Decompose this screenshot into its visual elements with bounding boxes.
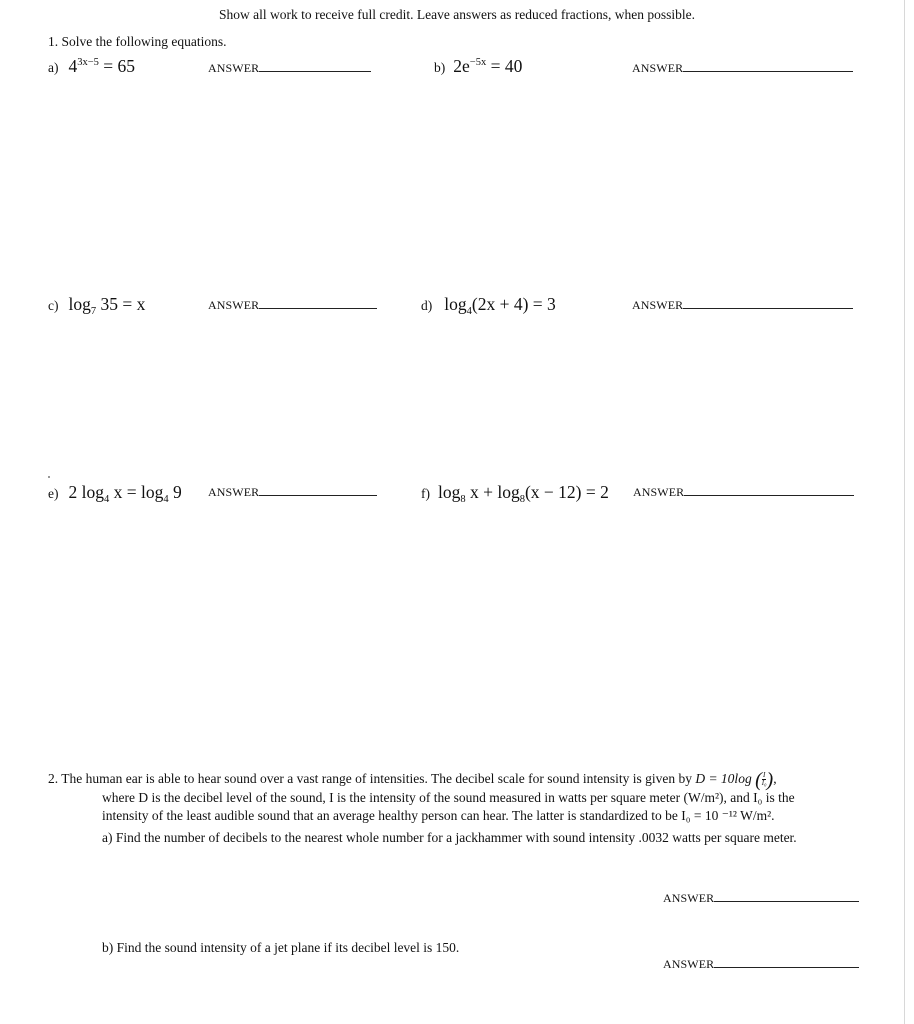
problem-a	[48, 56, 135, 77]
answer-f-line[interactable]	[684, 485, 854, 496]
question-2-line-3: intensity of the least audible sound that an average healthy person can hear. The latter is standardized to be I₀ = 10 ⁻¹² W/m².	[102, 808, 775, 823]
problem-f-label: f)	[421, 486, 430, 501]
problem-f	[421, 482, 609, 505]
answer-e-label: ANSWER	[208, 485, 260, 499]
answer-2b-label: ANSWER	[663, 957, 715, 971]
answer-d-label: ANSWER	[632, 298, 684, 312]
answer-2a-label: ANSWER	[663, 891, 715, 905]
question-2-part-a: a) Find the number of decibels to the nearest whole number for a jackhammer with sound intensity .0032 watts per square meter.	[102, 830, 797, 845]
answer-2b[interactable]	[663, 957, 859, 972]
problem-b-equation: $2e^{-5x} = 40$	[453, 56, 523, 76]
answer-a[interactable]	[208, 61, 371, 76]
answer-d[interactable]	[632, 298, 853, 313]
answer-c[interactable]	[208, 298, 377, 313]
problem-a-equation: $4^{3x-5} = 65$	[68, 56, 136, 76]
question-2-line-2: where D is the decibel level of the sound, I is the intensity of the sound measured in watts per square meter (W/m²), and I₀ is the	[102, 790, 795, 805]
problem-c	[48, 294, 145, 317]
problem-c-label: c)	[48, 298, 59, 313]
answer-e-line[interactable]	[259, 485, 377, 496]
answer-b-label: ANSWER	[632, 61, 684, 75]
answer-f[interactable]	[633, 485, 854, 500]
problem-d	[421, 294, 556, 317]
question-2	[48, 770, 870, 847]
answer-c-label: ANSWER	[208, 298, 260, 312]
problem-e-label: e)	[48, 486, 59, 501]
problem-c-equation: $\log_7 35 = x$	[68, 294, 146, 317]
decibel-formula: D = 10log ( $\frac{I}{\text{I₀}}$ )	[695, 769, 774, 791]
problem-d-label: d)	[421, 298, 433, 313]
answer-e[interactable]	[208, 485, 377, 500]
question-1-title: 1. Solve the following equations.	[48, 34, 227, 49]
problem-b-label: b)	[434, 60, 446, 75]
question-2-part-b: b) Find the sound intensity of a jet plane if its decibel level is 150.	[102, 940, 460, 955]
answer-c-line[interactable]	[259, 298, 377, 309]
intensity-fraction: $\frac{I}{\text{I₀}}$	[761, 771, 767, 788]
problem-f-equation: $\log_8 x + \log_8(x - 12) = 2$	[438, 482, 609, 505]
problem-b	[434, 56, 522, 77]
question-2-intro-line: 2. The human ear is able to hear sound over a vast range of intensities. The decibel scale for sound intensity is given by D = 10log ( $\frac{I}{\text{I₀}}$ ),	[48, 769, 777, 791]
problem-e-equation: 2 $\log_4 x = \log_4 9$	[68, 482, 182, 505]
answer-2a-line[interactable]	[714, 891, 859, 902]
answer-f-label: ANSWER	[633, 485, 685, 499]
answer-a-line[interactable]	[259, 61, 371, 72]
stray-mark	[48, 476, 50, 478]
answer-b-line[interactable]	[683, 61, 853, 72]
answer-d-line[interactable]	[683, 298, 853, 309]
problem-e	[48, 482, 182, 505]
answer-a-label: ANSWER	[208, 61, 260, 75]
answer-2b-line[interactable]	[714, 957, 859, 968]
problem-d-equation: $\log_4(2x + 4) = 3$	[444, 294, 556, 317]
answer-b[interactable]	[632, 61, 853, 76]
question-2-intro: 2. The human ear is able to hear sound over a vast range of intensities. The decibel scale for sound intensity is given by	[48, 771, 696, 786]
problem-a-label: a)	[48, 60, 59, 75]
answer-2a[interactable]	[663, 891, 859, 906]
instructions-header: Show all work to receive full credit. Leave answers as reduced fractions, when possible.	[218, 7, 696, 22]
